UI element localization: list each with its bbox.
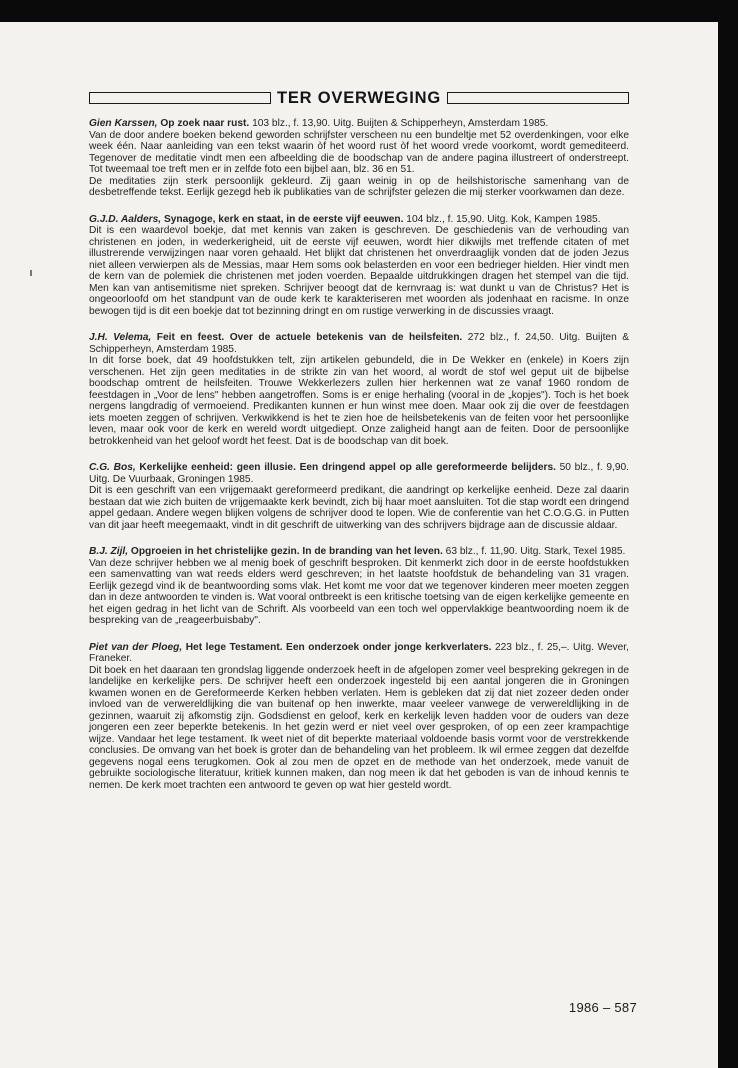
review-details: 104 blz., f. 15,90. Uitg. Kok, Kampen 1985. [406,213,601,225]
review-item [89,546,629,627]
review-details: 272 blz., f. 24,50. Uitg. Buijten & Schipperheyn, Amsterdam 1985. [89,332,629,355]
review-book-title: Feit en feest. Over de actuele betekenis van de heilsfeiten. [156,332,463,343]
review-author: G.J.D. Aalders, [89,213,162,225]
review-list [89,118,629,806]
review-item [89,462,629,531]
review-book-title: Opgroeien in het christelijke gezin. In de branding van het leven. [130,546,443,557]
review-details: 103 blz., f. 13,90. Uitg. Buijten & Schipperheyn, Amsterdam 1985. [252,118,549,129]
review-reference [89,546,629,558]
review-item [89,642,629,792]
margin-mark [30,270,32,276]
scan-border-right [718,0,738,1068]
review-book-title: Synagoge, kerk en staat, in de eerste vijf eeuwen. [163,213,404,225]
page-number: 1986 – 587 [568,1000,637,1015]
review-paragraph: In dit forse boek, dat 49 hoofdstukken telt, zijn artikelen gebundeld, die in De Wekker en (enkele) in Koers zijn verschenen. Het zijn geen meditaties in de strikte zin van het woord, al wordt de stof wel geput uit de bijbelse boodschap omtrent de heilsfeiten. Trouwe Wekkerlezers zullen hier herkennen wat ze vanaf 1960 rondom de feestdagen in „Voor de lens" hebben aangetroffen. Soms is er enige herhaling (vooral in de „kopjes"). Toch is het boek nergens langdradig of vermoeiend. Predikanten kunnen er hun winst mee doen. Maar ook zij die over de feestdagen iets moeten zeggen of schrijven. Verkwikkend is het te zien hoe de heilsbetekenis van de feiten voor het persoonlijke leven, maar ook voor de kerk en wereld wordt uitgediept. Onze zaligheid hangt aan de feiten. Door de persoonlijke betrokkenheid van het geloof wordt het feest. Dat is de boodschap van dit boek. [89,355,629,447]
review-paragraph: Dit is een geschrift van een vrijgemaakt gereformeerd predikant, die aandringt op kerkelijke eenheid. Deze zal daarin bestaan dat wie zich buiten de vrijgemaakte kerk bevindt, zich bij haar moet aansluiten. Tot die stap wordt een dringend appel gedaan. Andere wegen blijken volgens de schrijver dood te lopen. Wie de conferentie van het C.O.G.G. in Putten van dit jaar heeft meegemaakt, vindt in dit geschrift de uitwerking van des schrijvers bijdrage aan de discussie aldaar. [89,485,629,531]
review-paragraph: Van deze schrijver hebben we al menig boek of geschrift besproken. Dit kenmerkt zich door in de eerste hoofdstukken een samenvatting van wat reeds elders werd geschreven; in het laatste hoofdstuk de behandeling van 31 vragen. Eerlijk gezegd vind ik de beantwoording soms vlak. Het komt me voor dat we tegenover kinderen meer moeten zeggen dan in deze antwoorden te vinden is. Wat vooral ontbreekt is een kritische toetsing van de eigen kerkelijke gemeente en het eigen gedrag in het licht van de Schrift. Als voorbeeld van een toch wel oppervlakkige beantwoording noem ik de bespreking van de „reageerbuisbaby". [89,557,629,626]
review-item [89,332,629,447]
review-book-title: Het lege Testament. Een onderzoek onder jonge kerkverlaters. [185,641,492,653]
review-author: B.J. Zijl, [89,546,129,557]
section-title: TER OVERWEGING [277,88,441,107]
review-paragraph: De meditaties zijn sterk persoonlijk gekleurd. Zij gaan weinig in op de heilshistorische samenhang van de desbetreffende tekst. Eerlijk gezegd heb ik publikaties van de schrijfster gelezen die mij sterker voorkwamen dan deze. [89,175,629,198]
section-header [89,88,629,108]
header-rule-left [89,92,271,104]
review-reference [89,214,629,226]
review-paragraph: Dit boek en het daaraan ten grondslag liggende onderzoek heeft in de afgelopen zomer veel bespreking gekregen in de landelijke en kerkelijke pers. De schrijver heeft een onderzoek ingesteld bij een aantal jongeren die in Groningen kwamen wonen en de Gereformeerde Kerken hebben verlaten. Hem is gebleken dat zij dat niet zozeer deden onder invloed van de verwereldlijking die van buitenaf op hen inwerkte, maar veeleer vanwege de verwereldlijking in de gezinnen, waaruit zij afkomstig zijn. Godsdienst en geloof, kerk en kerkelijk leven hadden voor de ouders van deze jongeren een zeer beperkte betekenis. In het gezin werd er niet veel over gesproken, of op een zeer krampachtige wijze. Vandaar het lege testament. Ik weet niet of dit beperkte materiaal voldoende basis vormt voor de verstrekkende conclusies. De omvang van het boek is groter dan de behandeling van het probleem. Ik wil ermee zeggen dat dezelfde gegevens nogal eens terugkomen. Ook al zou men de opzet en de methode van het onderzoek, mede vanuit de gebruikte sociologische literatuur, kritiek kunnen maken, dan nog meen ik dat het geboden is van de inhoud kennis te nemen. De kerk moet trachten een antwoord te geven op wat hier gesteld wordt. [89,664,629,791]
review-item [89,214,629,318]
review-details: 223 blz., f. 25,–. Uitg. Wever, Franeker. [89,641,629,664]
review-details: 50 blz., f. 9,90. Uitg. De Vuurbaak, Groningen 1985. [89,462,629,485]
review-author: Gien Karssen, [89,118,158,129]
review-details: 63 blz., f. 11,90. Uitg. Stark, Texel 1985. [445,546,626,557]
review-reference [89,118,629,130]
scan-border-top [0,0,738,22]
review-author: C.G. Bos, [89,462,136,473]
review-reference [89,332,629,355]
review-reference [89,462,629,485]
review-reference [89,642,629,665]
review-paragraph: Dit is een waardevol boekje, dat met kennis van zaken is geschreven. De geschiedenis van de verhouding van christenen en joden, in wederkerigheid, uit de eerste vijf eeuwen, wordt hier dikwijls met treffende citaten of met illustrerende verwijzingen naar voren gehaald. Het blijkt dat christenen het onverdraaglijk vonden dat de joden Jezus niet alleen verwierpen als de Messias, maar Hem soms ook belasterden en voor een bedrieger hielden. Hier vindt men de kern van de polemiek die christenen met joden voerden. Bepaalde uitdrukkingen dragen het stempel van die tijd. Men kan van antisemitisme niet spreken. Schrijver beoogt dat de kernvraag is: wat dunkt u van de Christus? Het is ongeoorloofd om het standpunt van de oude kerk te karakteriseren met woorden als jodenhaat en racisme. In onze bewogen tijd is dit een boekje dat tot bezinning dringt en om rustige verwerking in de discussies vraagt. [89,225,629,317]
header-rule-right [447,92,629,104]
review-author: Piet van der Ploeg, [89,641,183,653]
review-author: J.H. Velema, [89,332,152,343]
review-paragraph: Van de door andere boeken bekend geworden schrijfster verscheen nu een bundeltje met 52 overdenkingen, voor elke week één. Naar aanleiding van een tekst waarin òf het woord rust òf het woord vrede voorkomt, wordt gemediteerd. Tegenover de meditatie vindt men een afbeelding die de boodschap van de andere pagina illustreert of onderstreept. Tot tweemaal toe treft men er in zelfde foto een bijbel aan, blz. 36 en 51. [89,129,629,175]
review-book-title: Kerkelijke eenheid: geen illusie. Een dringend appel op alle gereformeerde belijders. [139,462,556,473]
review-book-title: Op zoek naar rust. [160,118,250,129]
review-item [89,118,629,199]
